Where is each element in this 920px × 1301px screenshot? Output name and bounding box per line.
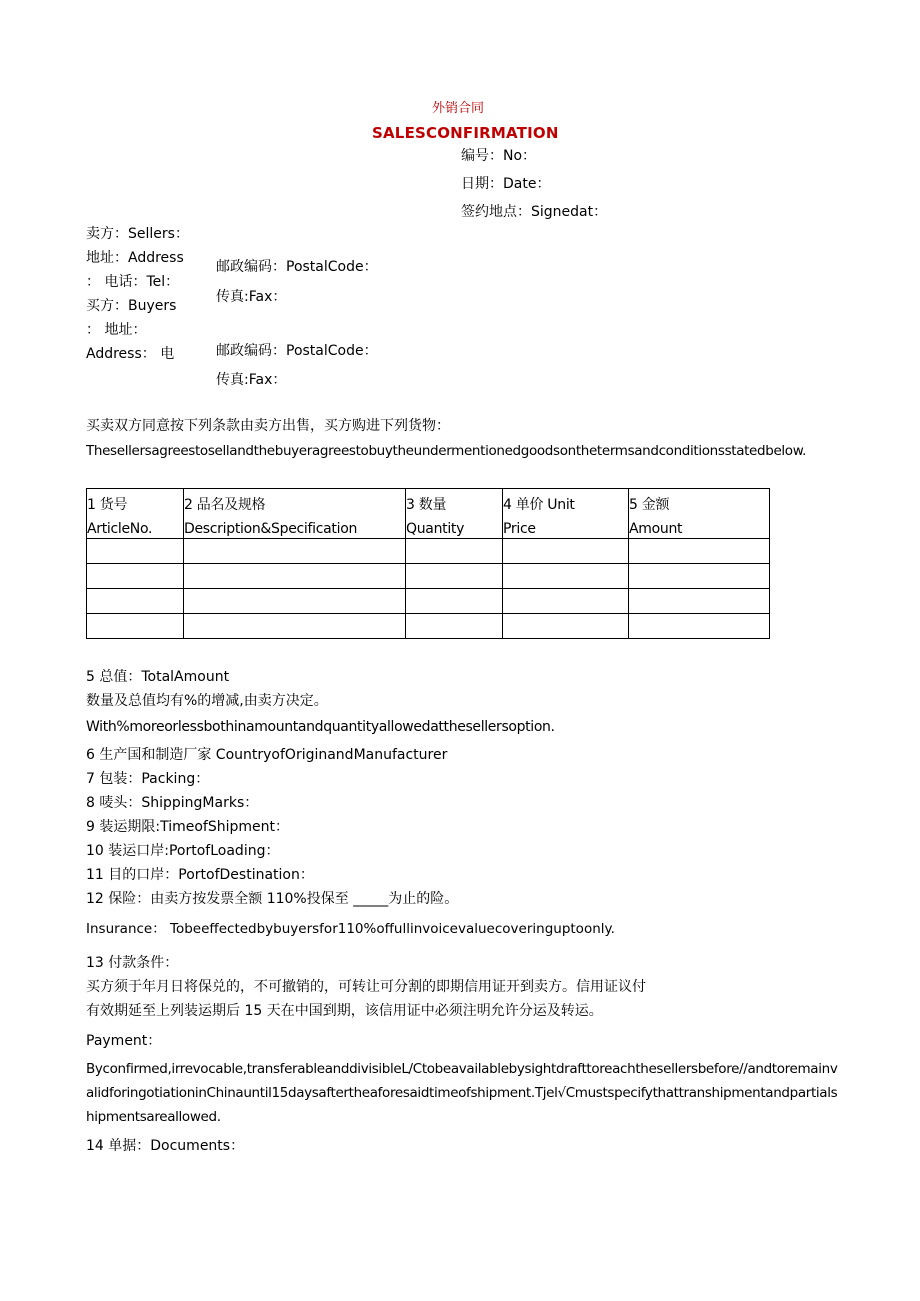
table-cell xyxy=(503,589,629,614)
seller-postal-code: 邮政编码：PostalCode： xyxy=(216,259,378,275)
clause-shipping-marks: 8 唛头：ShippingMarks： xyxy=(86,795,259,811)
clause-total-amount: 5 总值：TotalAmount xyxy=(86,669,230,685)
agreement-en: Thesellersagreestosellandthebuyeragreestobuytheundermentionedgoodsonthetermsandconditionsstatedbelow. xyxy=(86,443,807,459)
table-cell xyxy=(184,539,406,564)
signing-place: 签约地点：Signedat： xyxy=(461,204,608,220)
table-row xyxy=(87,614,770,639)
clause-payment-label: Payment： xyxy=(86,1033,162,1049)
table-cell xyxy=(184,589,406,614)
buyer-fax: 传真:Fax： xyxy=(216,372,287,388)
clause-payment-terms: 13 付款条件： xyxy=(86,955,179,971)
table-cell xyxy=(406,564,503,589)
contract-number: 编号：No： xyxy=(461,148,537,164)
clause-origin: 6 生产国和制造厂家 CountryofOriginandManufacturer xyxy=(86,747,448,763)
clause-payment-cn-1: 买方须于年月日将保兑的，不可撤销的，可转让可分割的即期信用证开到卖方。信用证议付 xyxy=(86,979,646,995)
buyer-address-label-2: Address： 电 xyxy=(86,346,175,362)
table-cell xyxy=(184,564,406,589)
header-quantity: 3 数量 Quantity xyxy=(406,489,503,539)
table-row xyxy=(87,564,770,589)
table-cell xyxy=(503,539,629,564)
table-cell xyxy=(503,564,629,589)
table-cell xyxy=(406,589,503,614)
header-unit-price: 4 单价 Unit Price xyxy=(503,489,629,539)
goods-table xyxy=(86,488,770,639)
clause-total-amount-cn: 数量及总值均有%的增减,由卖方决定。 xyxy=(86,693,328,709)
title-cn: 外销合同 xyxy=(432,101,485,116)
clause-payment-en-1: Byconfirmed,irrevocable,transferableanddivisibleL/Ctobeavailablebysightdrafttoreachthesellersbefore//andtoremainv xyxy=(86,1061,838,1077)
table-cell xyxy=(629,614,770,639)
table-cell xyxy=(503,614,629,639)
clause-insurance: 12 保险：由卖方按发票全额 110%投保至 _____为止的险。 xyxy=(86,891,459,907)
table-cell xyxy=(629,589,770,614)
table-cell xyxy=(87,614,184,639)
agreement-cn: 买卖双方同意按下列条款由卖方出售，买方购进下列货物： xyxy=(86,418,450,434)
clause-payment-en-3: hipmentsareallowed. xyxy=(86,1109,221,1125)
buyer-postal-code: 邮政编码：PostalCode： xyxy=(216,343,378,359)
clause-port-of-destination: 11 目的口岸：PortofDestination： xyxy=(86,867,314,883)
header-description: 2 品名及规格 Description&Specification xyxy=(184,489,406,539)
table-cell xyxy=(406,614,503,639)
table-cell xyxy=(87,589,184,614)
table-row xyxy=(87,539,770,564)
buyer-address-label: ： 地址： xyxy=(86,322,147,338)
seller-label: 卖方：Sellers： xyxy=(86,226,189,242)
title-en: SALESCONFIRMATION xyxy=(372,124,559,142)
buyer-label: 买方：Buyers xyxy=(86,298,177,314)
seller-tel-label: ： 电话：Tel： xyxy=(86,274,180,290)
table-row xyxy=(87,589,770,614)
table-cell xyxy=(184,614,406,639)
clause-time-of-shipment: 9 装运期限:TimeofShipment： xyxy=(86,819,289,835)
clause-packing: 7 包装：Packing： xyxy=(86,771,210,787)
clause-port-of-loading: 10 装运口岸:PortofLoading： xyxy=(86,843,280,859)
seller-fax: 传真:Fax： xyxy=(216,289,287,305)
clause-documents: 14 单据：Documents： xyxy=(86,1138,245,1154)
clause-payment-en-2: alidforingotiationinChinauntil15daysaftertheaforesaidtimeofshipment.Tjel√Cmustspecifythattranshipmentandpartials xyxy=(86,1085,838,1101)
table-cell xyxy=(629,539,770,564)
table-cell xyxy=(406,539,503,564)
clause-insurance-en: Insurance： Tobeeffectedbybuyersfor110%offullinvoicevaluecoveringuptoonly. xyxy=(86,921,615,937)
table-cell xyxy=(87,539,184,564)
goods-table-header xyxy=(87,489,770,539)
header-amount: 5 金额 Amount xyxy=(629,489,770,539)
table-cell xyxy=(87,564,184,589)
clause-total-amount-en: With%moreorlessbothinamountandquantityallowedatthesellersoption. xyxy=(86,719,555,735)
header-article-no: 1 货号 ArticleNo. xyxy=(87,489,184,539)
seller-address-label: 地址：Address xyxy=(86,250,184,266)
contract-date: 日期：Date： xyxy=(461,176,551,192)
table-cell xyxy=(629,564,770,589)
clause-payment-cn-2: 有效期延至上列装运期后 15 天在中国到期，该信用证中必须注明允许分运及转运。 xyxy=(86,1003,603,1019)
